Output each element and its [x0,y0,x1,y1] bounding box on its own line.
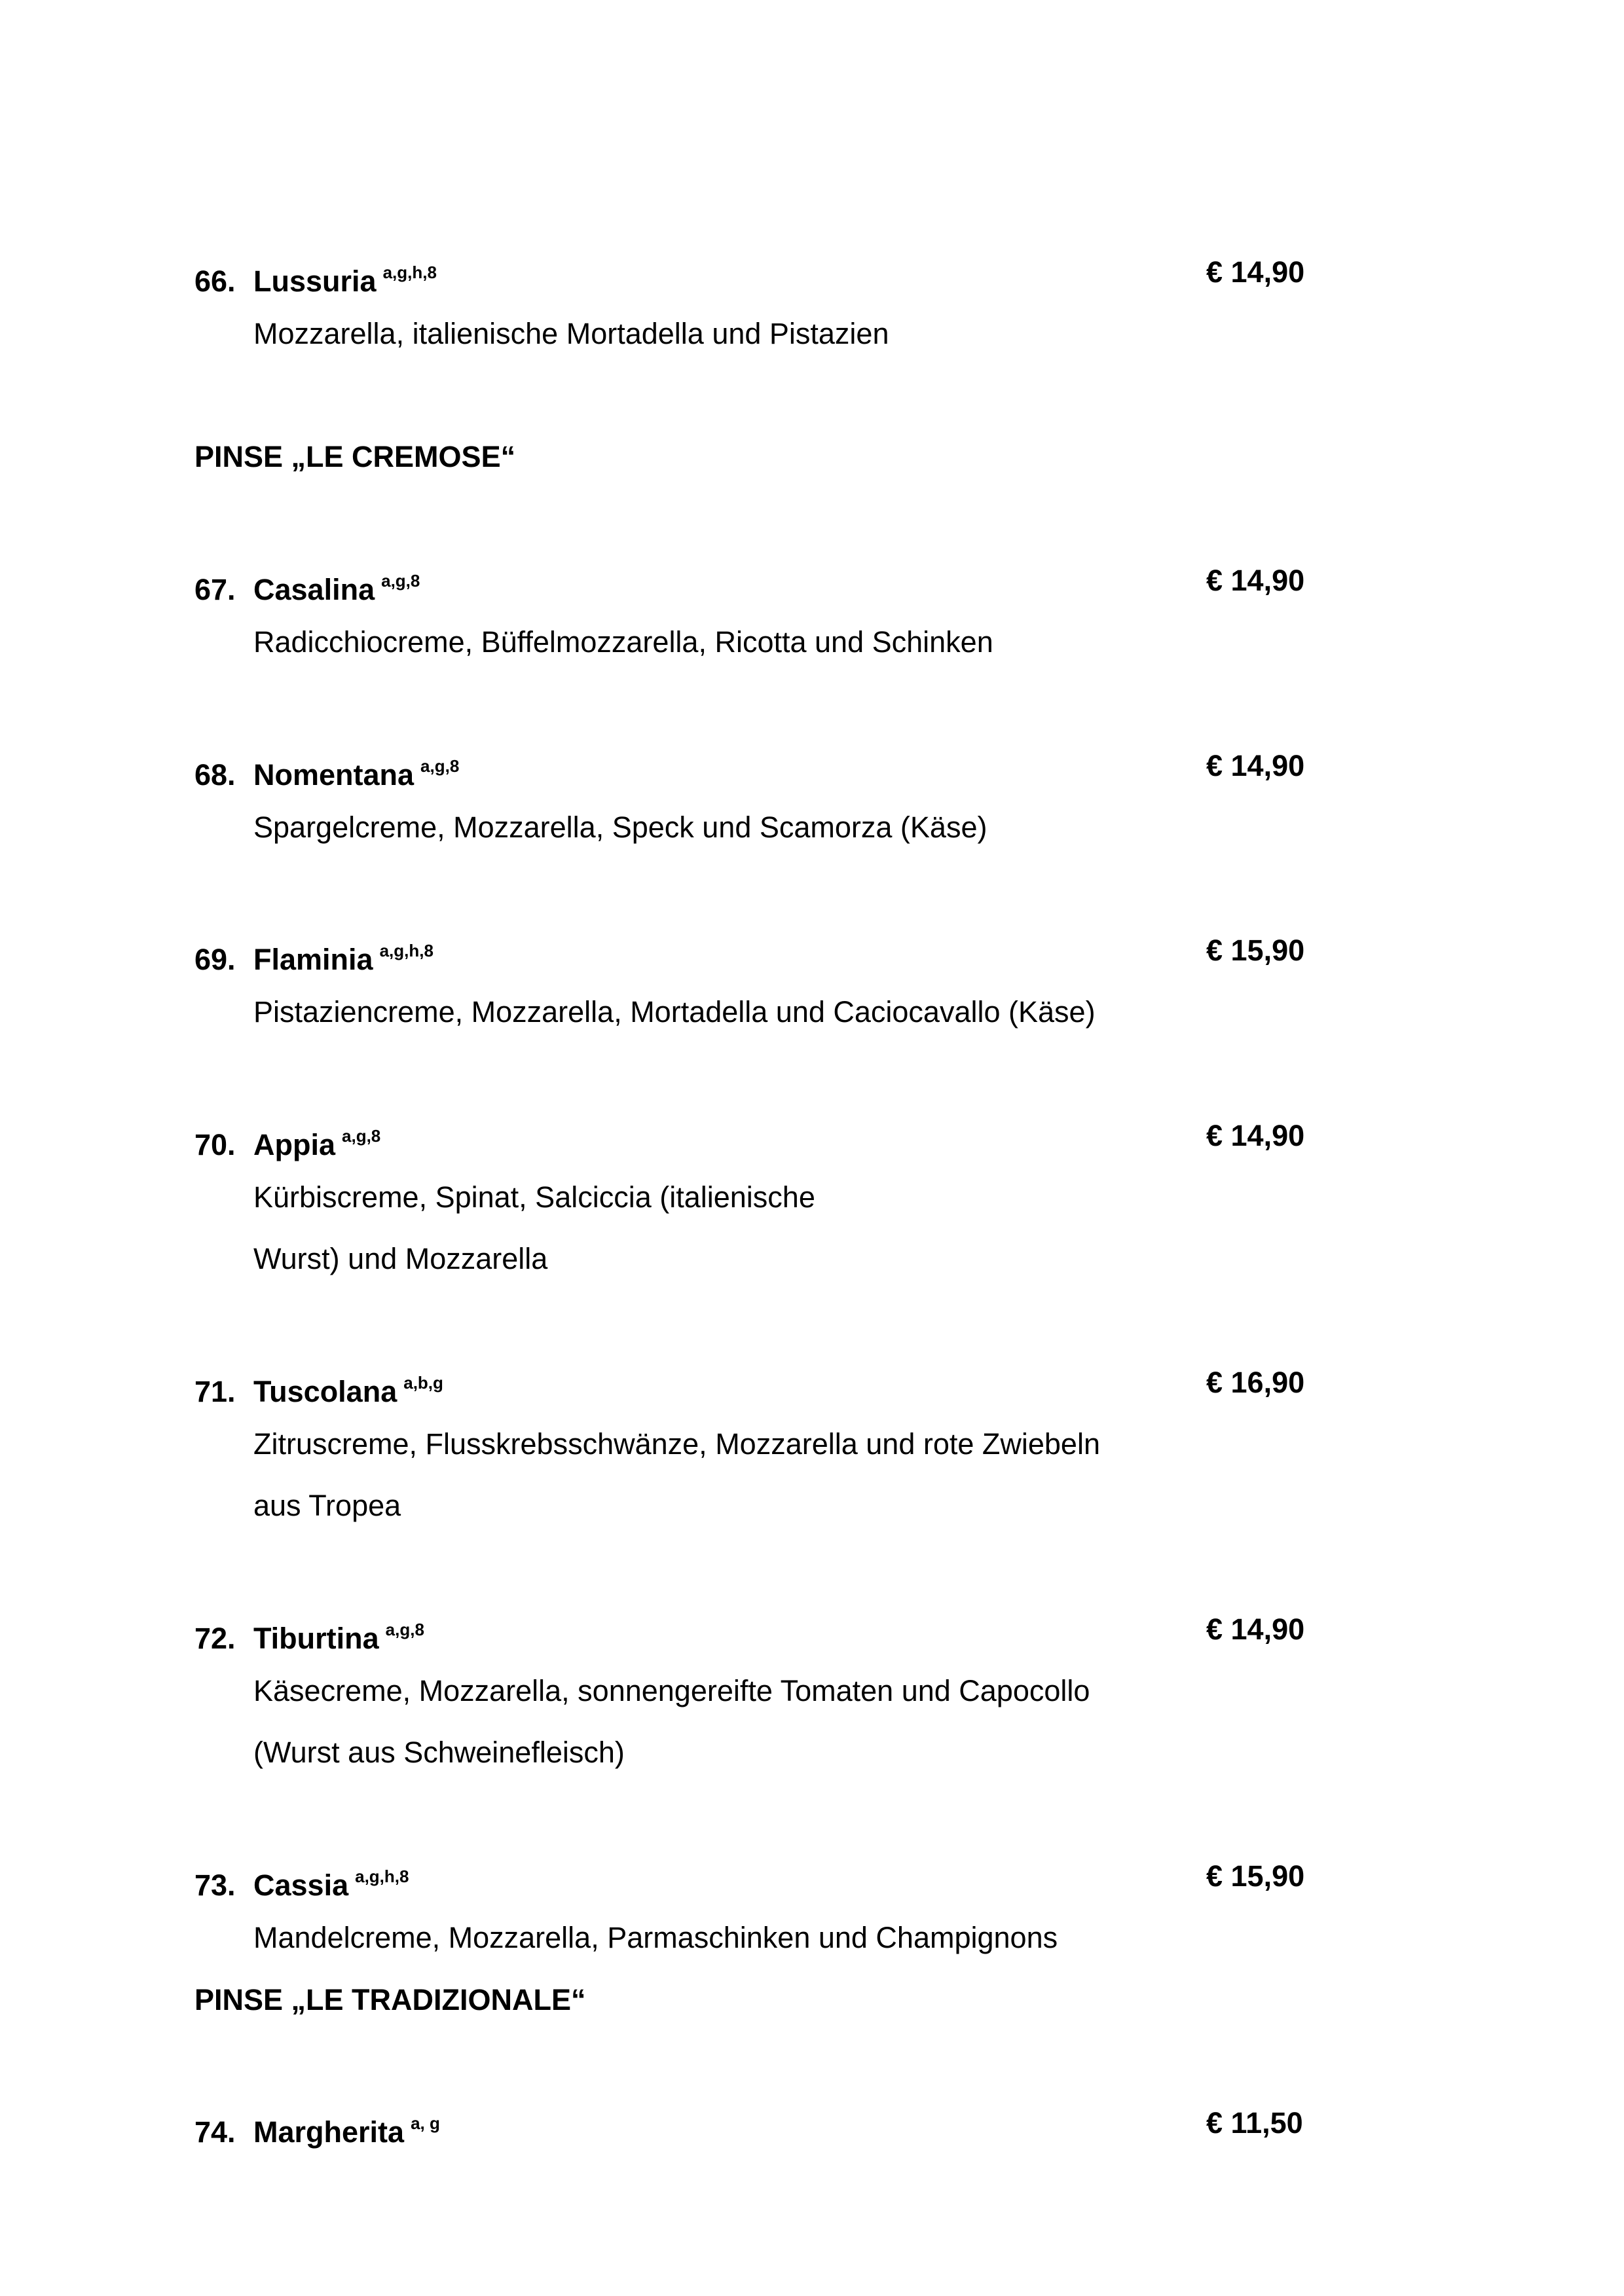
item-number: 67. [194,573,236,606]
item-number: 72. [194,1622,236,1655]
item-number: 66. [194,264,236,298]
item-price: € 14,90 [1206,749,1305,782]
item-title [194,746,459,795]
section-heading-le-cremose: PINSE „LE CREMOSE“ [194,440,516,473]
item-title [194,1116,380,1165]
allergen-codes: a,g,h,8 [382,263,437,282]
item-number: 70. [194,1128,236,1161]
allergen-codes: a,g,8 [385,1620,424,1639]
section-heading-le-tradizionale: PINSE „LE TRADIZIONALE“ [194,1983,586,2016]
item-description: Zitruscreme, Flusskrebsschwänze, Mozzarella und rote Zwiebeln [253,1427,1100,1461]
allergen-codes: a,g,8 [342,1126,381,1146]
item-number: 73. [194,1868,236,1902]
item-name: Nomentana [253,758,415,792]
item-number: 71. [194,1375,236,1408]
item-description: Kürbiscreme, Spinat, Salciccia (italienische [253,1180,815,1214]
item-price: € 14,90 [1206,564,1305,597]
item-title [194,1363,443,1412]
item-price: € 14,90 [1206,1119,1305,1152]
item-description: Mandelcreme, Mozzarella, Parmaschinken und Champignons [253,1921,1058,1954]
allergen-codes: a,g,8 [420,756,460,776]
item-name: Margherita [253,2115,405,2149]
item-description: Radicchiocreme, Büffelmozzarella, Ricotta und Schinken [253,625,993,659]
item-price: € 11,50 [1206,2106,1303,2140]
item-name: Tuscolana [253,1375,397,1408]
item-title [194,561,420,610]
allergen-codes: a, g [411,2113,440,2133]
item-description: (Wurst aus Schweinefleisch) [253,1736,625,1769]
item-price: € 16,90 [1206,1366,1305,1399]
item-name: Cassia [253,1868,349,1902]
item-name: Tiburtina [253,1622,379,1655]
item-description: Mozzarella, italienische Mortadella und Pistazien [253,317,889,350]
item-description: Spargelcreme, Mozzarella, Speck und Scamorza (Käse) [253,811,987,844]
item-title [194,2104,440,2152]
item-description: Käsecreme, Mozzarella, sonnengereifte Tomaten und Capocollo [253,1674,1090,1707]
allergen-codes: a,g,h,8 [379,941,434,960]
item-number: 69. [194,943,236,976]
item-price: € 15,90 [1206,1859,1305,1893]
allergen-codes: a,b,g [403,1373,443,1393]
allergen-codes: a,g,h,8 [355,1867,409,1886]
item-number: 74. [194,2115,236,2149]
item-name: Lussuria [253,264,377,298]
item-price: € 14,90 [1206,255,1305,289]
item-title [194,931,434,979]
item-title [194,1857,409,1905]
item-price: € 14,90 [1206,1613,1305,1646]
item-number: 68. [194,758,236,792]
item-price: € 15,90 [1206,934,1305,967]
item-description: Wurst) und Mozzarella [253,1242,548,1275]
item-description: Pistaziencreme, Mozzarella, Mortadella und Caciocavallo (Käse) [253,995,1096,1029]
item-name: Flaminia [253,943,373,976]
item-name: Casalina [253,573,375,606]
item-title [194,253,437,301]
item-description: aus Tropea [253,1489,401,1522]
item-title [194,1610,424,1658]
allergen-codes: a,g,8 [381,571,420,591]
item-name: Appia [253,1128,336,1161]
